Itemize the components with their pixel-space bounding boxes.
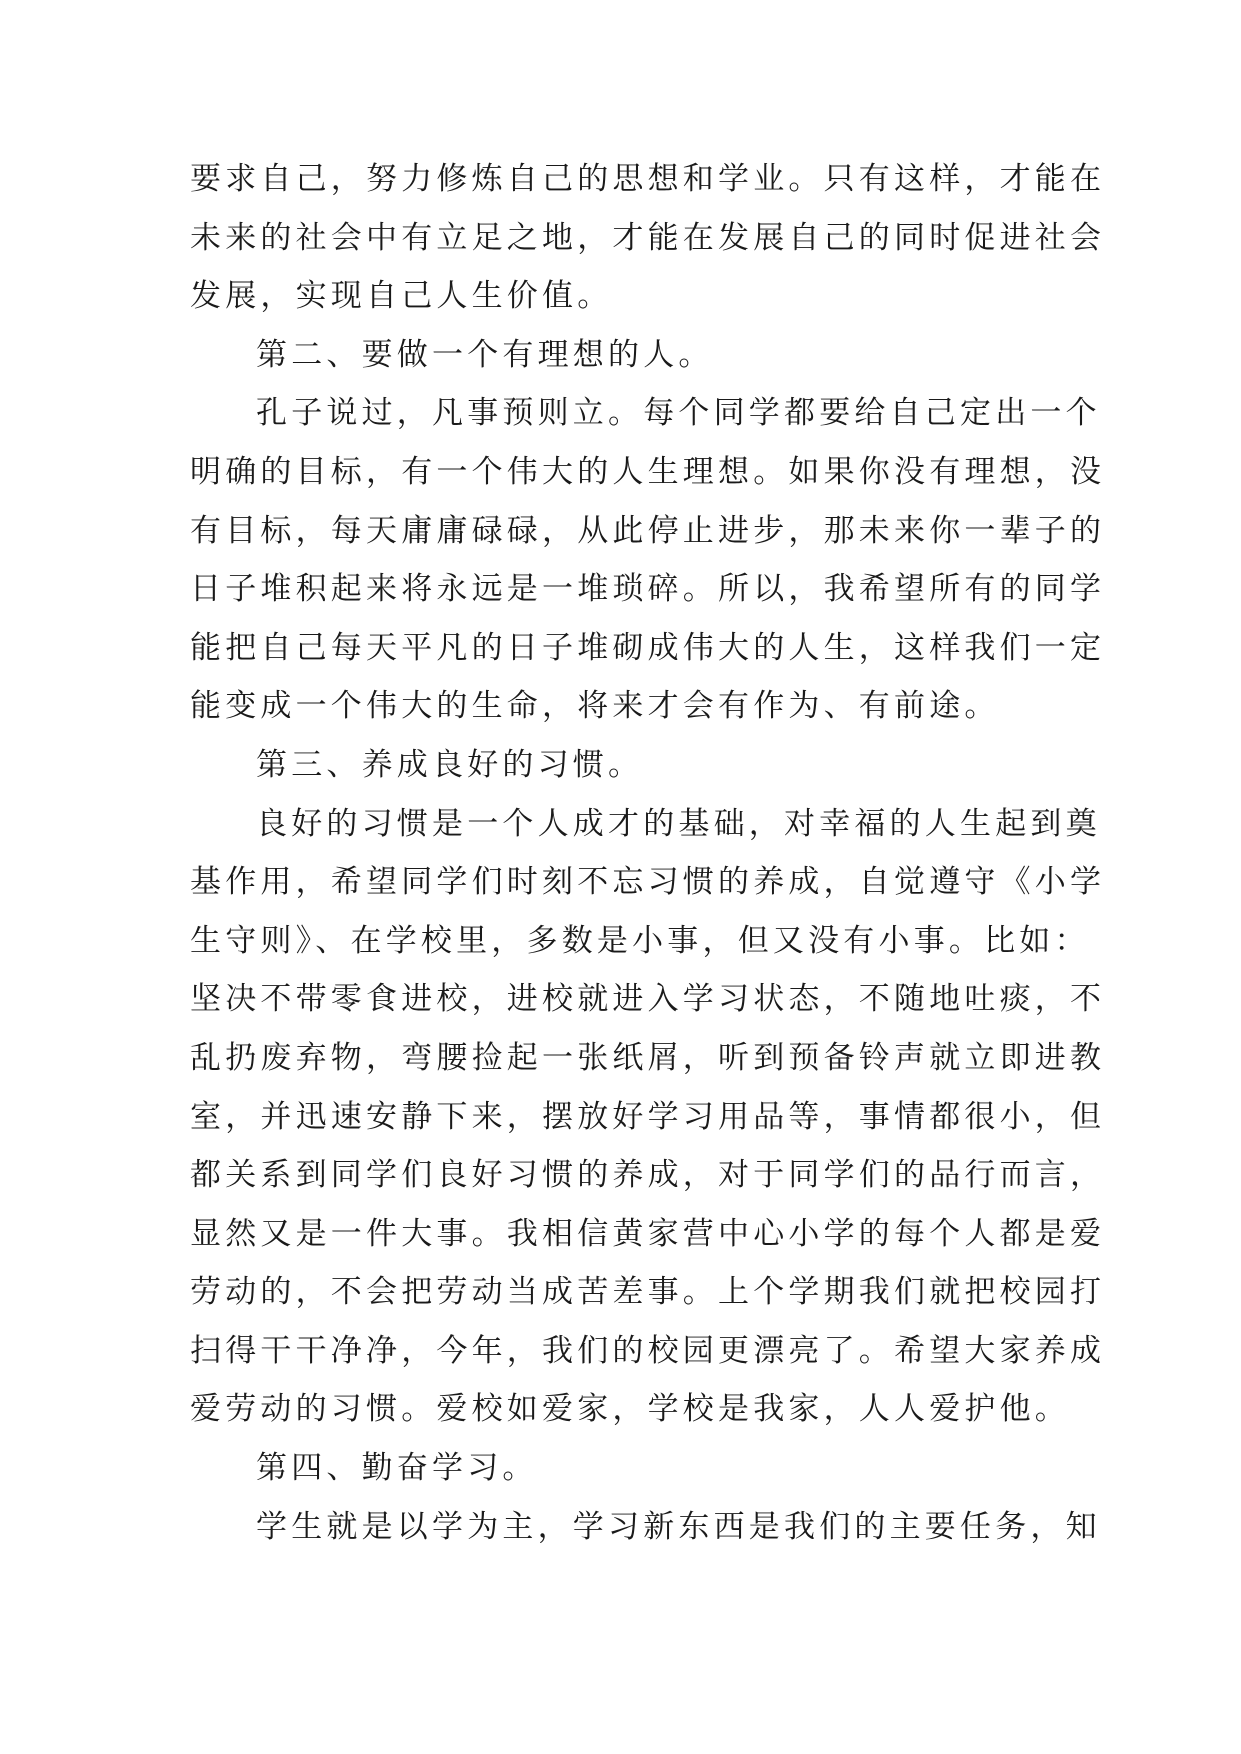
text-line: 室，并迅速安静下来，摆放好学习用品等，事情都很小，但 [190, 1098, 1106, 1135]
text-line: 能变成一个伟大的生命，将来才会有作为、有前途。 [190, 688, 1000, 725]
text-line: 要求自己，努力修炼自己的思想和学业。只有这样，才能在 [190, 161, 1106, 197]
text-line: 乱扔废弃物，弯腰捡起一张纸屑，听到预备铃声就立即进教 [190, 1039, 1106, 1076]
text-line: 能把自己每天平凡的日子堆砌成伟大的人生，这样我们一定 [190, 629, 1106, 666]
text-line: 扫得干干净净，今年，我们的校园更漂亮了。希望大家养成 [190, 1332, 1106, 1369]
paragraph-first-line: 第四、勤奋学习。 [256, 1450, 538, 1487]
text-line: 坚决不带零食进校，进校就进入学习状态，不随地吐痰，不 [190, 981, 1106, 1018]
text-line: 明确的目标，有一个伟大的人生理想。如果你没有理想，没 [190, 453, 1106, 490]
text-line: 基作用，希望同学们时刻不忘习惯的养成，自觉遵守《小学 [190, 864, 1106, 901]
text-line: 有目标，每天庸庸碌碌，从此停止进步，那未来你一辈子的 [190, 512, 1106, 549]
document-body [190, 150, 1106, 1556]
text-line: 爱劳动的习惯。爱校如爱家，学校是我家，人人爱护他。 [190, 1391, 1070, 1428]
text-line: 生守则》、在学校里，多数是小事，但又没有小事。比如： [190, 922, 1090, 959]
text-line: 日子堆积起来将永远是一堆琐碎。所以，我希望所有的同学 [190, 571, 1106, 608]
text-line: 劳动的，不会把劳动当成苦差事。上个学期我们就把校园打 [190, 1274, 1106, 1311]
paragraph-first-line: 第二、要做一个有理想的人。 [256, 336, 714, 373]
text-line: 发展，实现自己人生价值。 [190, 278, 613, 315]
paragraph-first-line: 良好的习惯是一个人成才的基础，对幸福的人生起到奠 [256, 805, 1101, 842]
text-line: 未来的社会中有立足之地，才能在发展自己的同时促进社会 [190, 219, 1106, 256]
paragraph-first-line: 孔子说过，凡事预则立。每个同学都要给自己定出一个 [256, 395, 1101, 432]
paragraph-first-line: 学生就是以学为主，学习新东西是我们的主要任务，知 [256, 1508, 1101, 1545]
text-line: 都关系到同学们良好习惯的养成，对于同学们的品行而言， [190, 1157, 1106, 1194]
paragraph-first-line: 第三、养成良好的习惯。 [256, 746, 644, 783]
text-line: 显然又是一件大事。我相信黄家营中心小学的每个人都是爱 [190, 1215, 1106, 1252]
